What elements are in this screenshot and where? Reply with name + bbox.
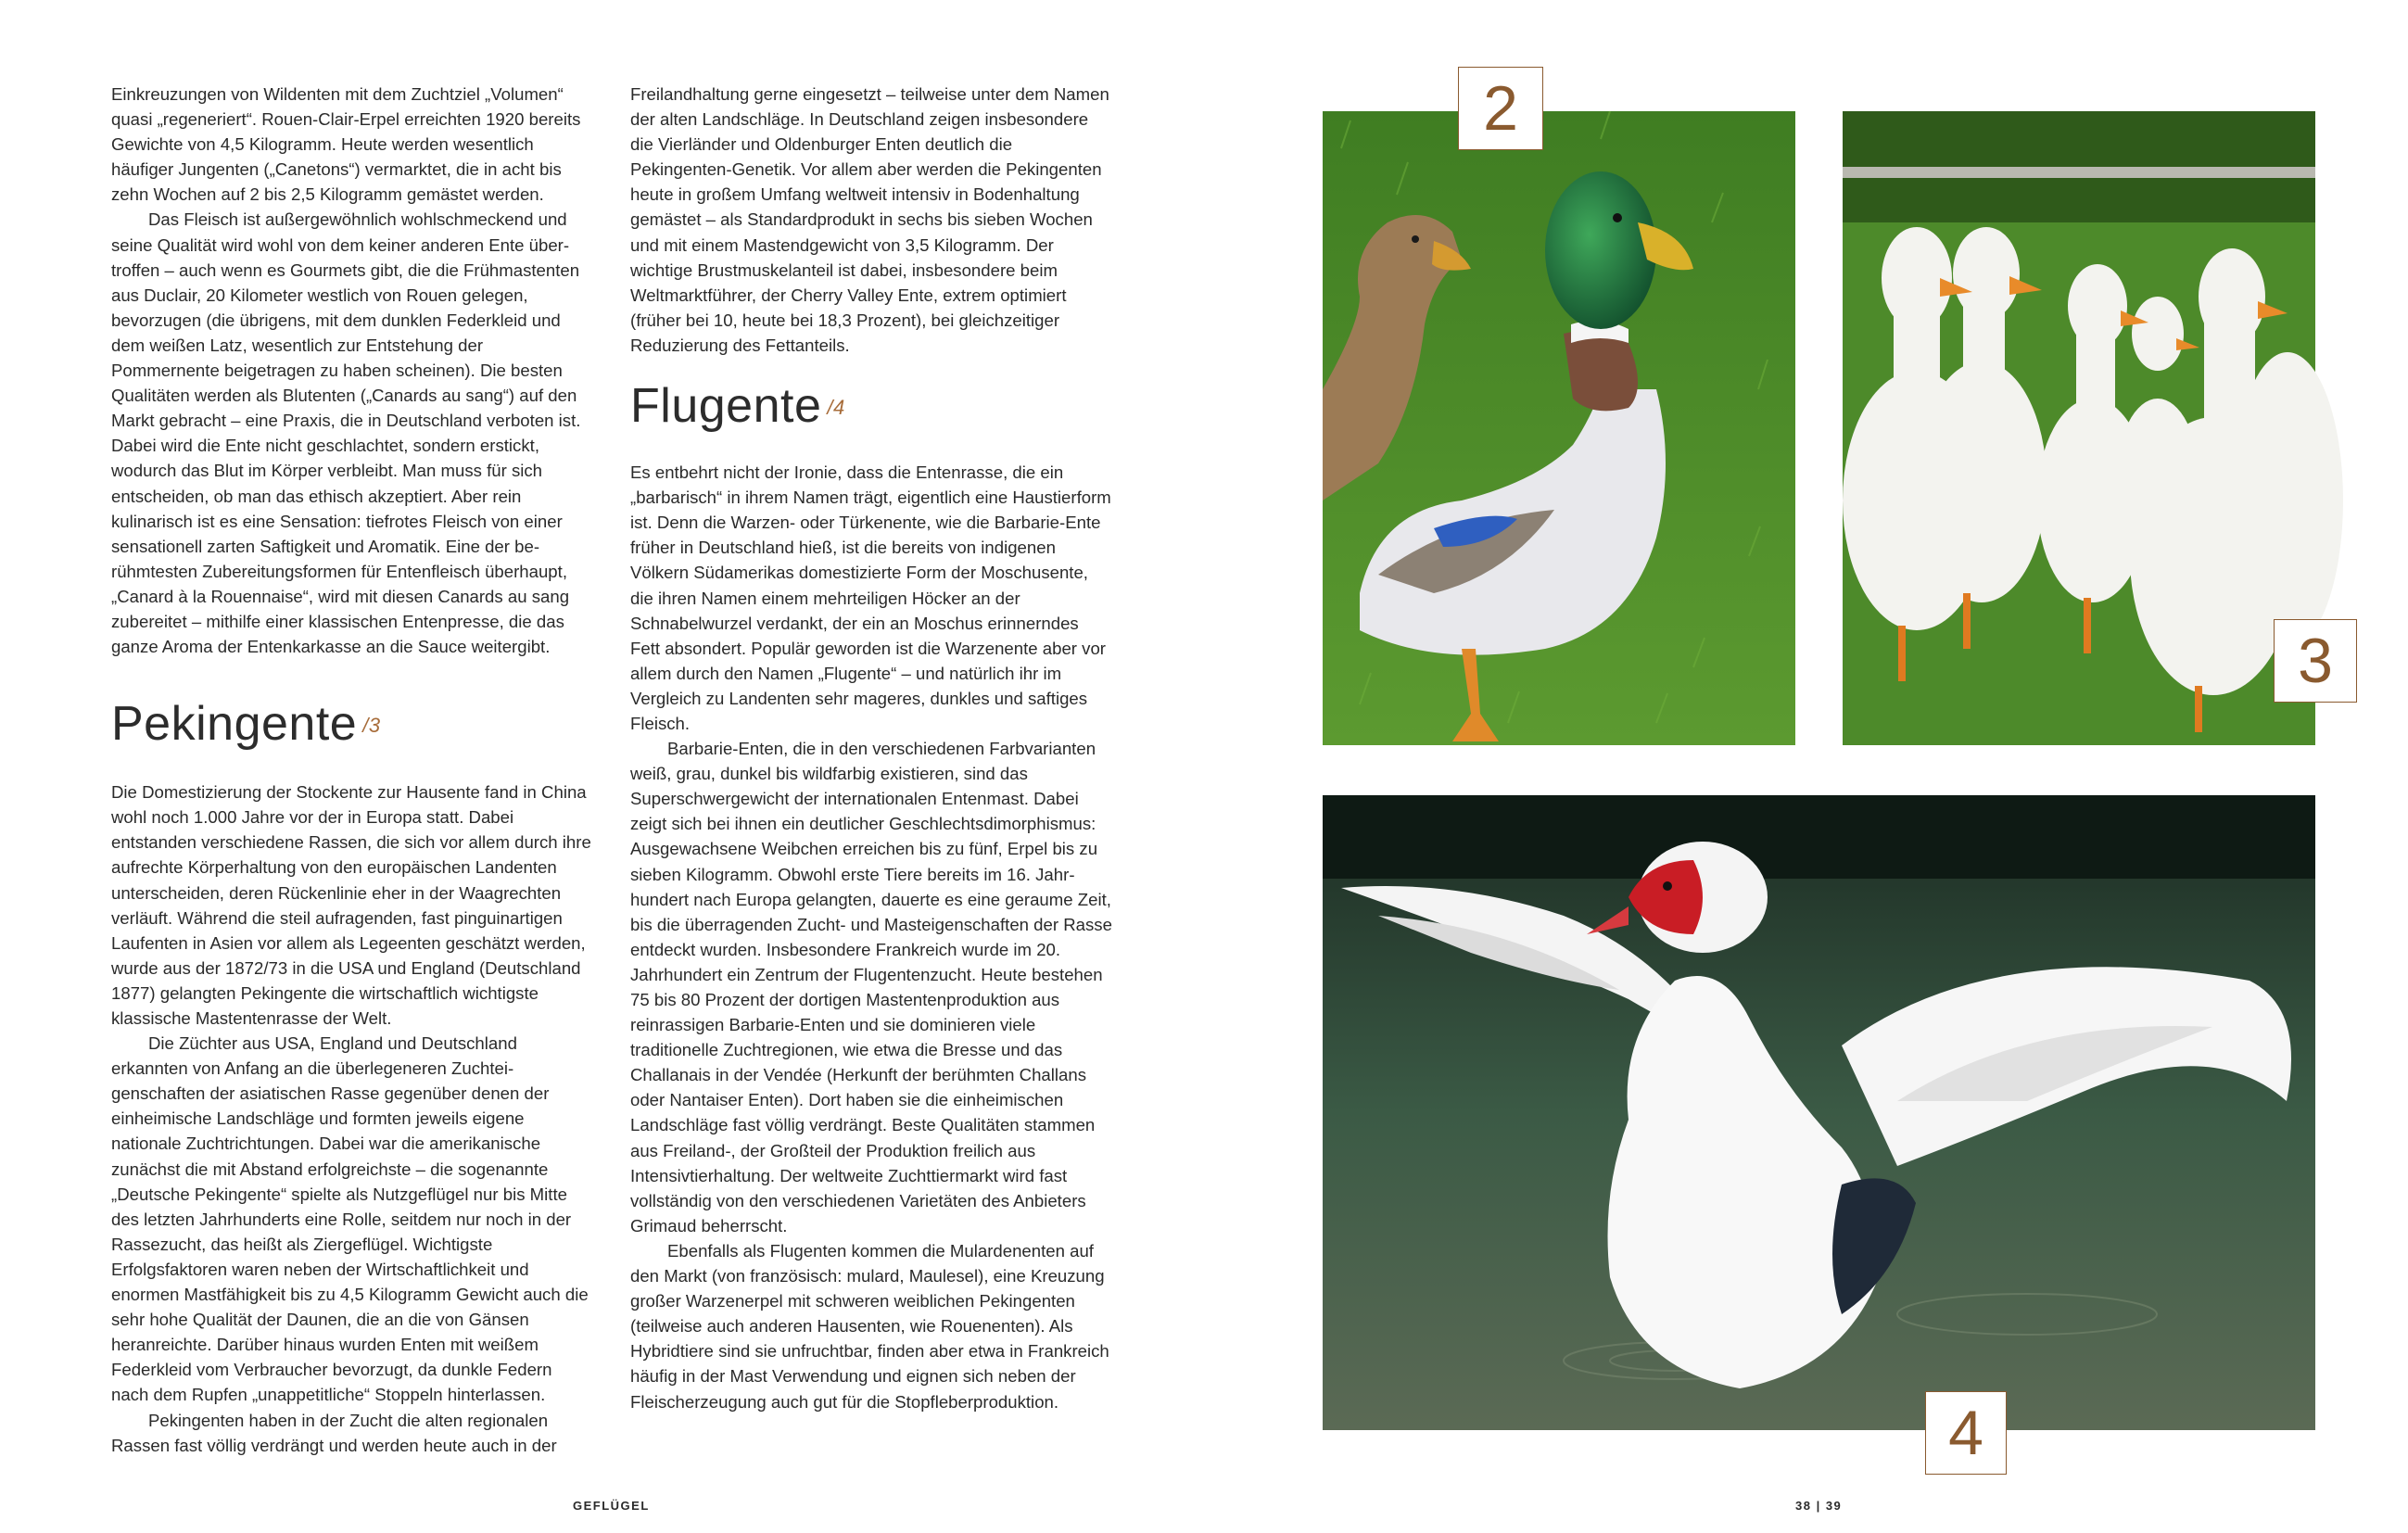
- figure-number-2: 2: [1458, 67, 1543, 150]
- body-paragraph: Es entbehrt nicht der Ironie, dass die Entenrasse, die ein „barbarisch“ in ihrem Namen trägt, eigentlich eine Haustierform ist. Denn die Warzen- oder Türkenente, wie die Barbarie-Ente früher in Deutschland hieß, ist die bereits von indigenen Völkern Südamerikas domestizierte Form der Moschusente, die ihren Namen einem mehrteiligen Höcker an der Schnabelwurzel verdankt, der ein an Moschus erinnerndes Fett absondert. Populär geworden ist die Warzenente aber vor allem durch den Namen „Flugente“ – und natürlich ihr im Vergleich zu Landenten sehr mageres, dunkles und saftiges Fleisch.: [630, 462, 1111, 733]
- photo-mallard-ducks: [1323, 73, 1795, 745]
- footer-page-numbers: 38 | 39: [1795, 1499, 1843, 1513]
- figure-number-4: 4: [1925, 1391, 2007, 1475]
- figure-reference: /4: [827, 396, 845, 420]
- muscovy-illustration: [1323, 795, 2315, 1430]
- figure-reference: /3: [362, 714, 381, 738]
- section-heading-flugente: [630, 378, 1112, 434]
- right-text-column: [630, 82, 1112, 1414]
- pekin-illustration: [1843, 111, 2315, 745]
- body-paragraph: Barbarie-Enten, die in den verschiedenen Farbvarianten weiß, grau, dunkel bis wildfarbig existieren, sind das Superschwergewicht der internationalen Entenmast. Dabei zeigt sich bei ihnen ein deutlicher Geschlechtsdimorphismus: Ausgewachsene Weibchen erreichen bis zu fünf, Erpel bis zu sieben Kilogramm. Obwohl erste Tiere bereits im 16. Jahrhundert nach Europa gelangten, dauerte es eine geraume Zeit, bis die überragenden Zucht- und Masteigenschaften der Rasse entdeckt wurden. Insbesondere Frankreich wurde im 20. Jahrhundert ein Zentrum der Flugentenzucht. Heute bestehen 75 bis 80 Prozent der dortigen Mastentenproduktion aus reinrassigen Barbarie-Enten und sie dominieren viele traditionelle Zuchtregionen, wie etwa die Bresse und das Challanais in der Vendée (Herkunft der berühmten Challans oder Nantaiser Enten). Dort haben sie die einheimischen Landschläge fast völlig verdrängt. Beste Qualitäten stammen aus Freiland-, der Großteil der Produktion freilich aus Intensivtierhaltung. Der weltweite Zuchttiermarkt wird fast vollständig von den verschiedenen Varietäten des Anbieters Grimaud beherrscht.: [630, 739, 1112, 1235]
- body-paragraph: Ebenfalls als Flugenten kommen die Mulardenenten auf den Markt (von französisch: mulard, Maulesel), eine Kreuzung großer Warzenerpel mit schweren weiblichen Pekingenten (teilweise auch anderen Hausenten, wie Rouenenten). Als Hybridtiere sind sie unfruchtbar, finden aber etwa in Frankreich häufig in der Mast Verwendung und eignen sich neben der Fleischerzeugung auch gut für die Stopfleberproduktion.: [630, 1240, 1109, 1412]
- body-paragraph: Die Züchter aus USA, England und Deutschland erkannten von Anfang an die überlegeneren Zuchteigenschaften der asiatischen Rasse gegenüber denen der einheimische Landschläge und formten jeweils eigene nationale Zuchtrichtungen. Dabei war die amerikanische zunächst die mit Abstand erfolgreichste – die sogenannte „Deutsche Pekingente“ spielte als Nutzgeflügel nur bis Mitte des letzten Jahrhunderts eine Rolle, seitdem nur noch in der Rassezucht, das heißt als Ziergeflügel. Wichtigste Erfolgsfaktoren waren neben der Wirtschaftlichkeit und enormen Mastfähigkeit bis zu 4,5 Kilogramm Gewicht auch die sehr hohe Qualität der Daunen, die an die von Gänsen heranreichte. Darüber hinaus wurden Enten mit weißem Federkleid vom Verbraucher bevorzugt, da dunkle Federn nach dem Rupfen „unappetitliche“ Stoppeln hinterlassen.: [111, 1033, 589, 1405]
- mallard-illustration: [1323, 111, 1795, 745]
- body-paragraph: Einkreuzungen von Wildenten mit dem Zuchtziel „Volumen“ quasi „regeneriert“. Rouen-Clair-Erpel erreichten 1920 bereits Gewichte von 4,5 Kilogramm. Heute werden wesentlich häufiger Jungenten („Canetons“) vermarktet, die in acht bis zehn Wochen auf 2 bis 2,5 Kilogramm gemästet werden.: [111, 84, 581, 205]
- left-text-column: [111, 82, 593, 1458]
- photo-muscovy-duck: [1323, 795, 2315, 1468]
- photo-pekin-ducks: [1843, 111, 2333, 745]
- body-paragraph: Freilandhaltung gerne eingesetzt – teilweise unter dem Namen der alten Landschläge. In Deutschland zeigen insbesondere die Vierländer und Oldenburger Enten deutlich die Pekingenten-Genetik. Vor allem aber werden die Pekingenten heute in großem Umfang weltweit intensiv in Bodenhaltung gemästet – als Standardprodukt in sechs bis sieben Wochen und mit einem Mastendgewicht von 3,5 Kilogramm. Der wichtige Brustmuskelanteil ist dabei, insbesondere beim Weltmarktführer, der Cherry Valley Ente, extrem optimiert (früher bei 10, heute bei 18,3 Prozent), bei gleichzeitiger Reduzierung des Fettanteils.: [630, 84, 1109, 355]
- figure-number-3: 3: [2274, 619, 2357, 703]
- body-paragraph: Das Fleisch ist außergewöhnlich wohlschmeckend und seine Qualität wird wohl von dem keiner anderen Ente übertroffen – auch wenn es Gourmets gibt, die die Frühmastenten aus Duclair, 20 Kilometer westlich von Rouen gelegen, bevorzugen (die übrigens, mit dem dunklen Federkleid und dem weißen Latz, wesentlich zur Entstehung der Pommernente beigetragen zu haben scheinen). Die besten Qualitäten werden als Blutenten („Canards au sang“) auf den Markt gebracht – eine Praxis, die in Deutschland verboten ist. Dabei wird die Ente nicht geschlachtet, sondern erstickt, wodurch das Blut im Körper verbleibt. Man muss für sich entscheiden, ob man das ethisch akzeptiert. Aber rein kulinarisch ist es eine Sensation: tiefrotes Fleisch von einer sensationell zarten Saftigkeit und Aromatik. Eine der berühmtesten Zubereitungsformen für Entenfleisch überhaupt, „Canard à la Rouennaise“, wird mit diesen Canards au sang zubereitet – mithilfe einer klassischen Entenpresse, die das ganze Aroma der Entenkarkasse an die Sauce weitergibt.: [111, 209, 581, 657]
- heading-text: Pekingente: [111, 697, 358, 752]
- heading-text: Flugente: [630, 379, 822, 434]
- body-paragraph: Pekingenten haben in der Zucht die alten regionalen Rassen fast völlig verdrängt und werden heute auch in der: [111, 1410, 557, 1455]
- body-paragraph: Die Domestizierung der Stockente zur Hausente fand in China wohl noch 1.000 Jahre vor der in Europa statt. Dabei entstanden verschiedene Rassen, die sich vor allem durch ihre aufrechte Körperhaltung von den europäischen Landenten unterscheiden, deren Rückenlinie eher in der Waagrechten verläuft. Während die steil aufragenden, fast pinguinartigen Laufenten in Asien vor allem als Legeenten geschätzt werden, wurde aus der 1872/73 in die USA und England (Deutschland 1877) gelangten Pekingente die wirtschaftlich wichtigste klassische Mastentenrasse der Welt.: [111, 782, 591, 1028]
- section-heading-pekingente: [111, 696, 593, 752]
- footer-section-label: GEFLÜGEL: [573, 1499, 650, 1513]
